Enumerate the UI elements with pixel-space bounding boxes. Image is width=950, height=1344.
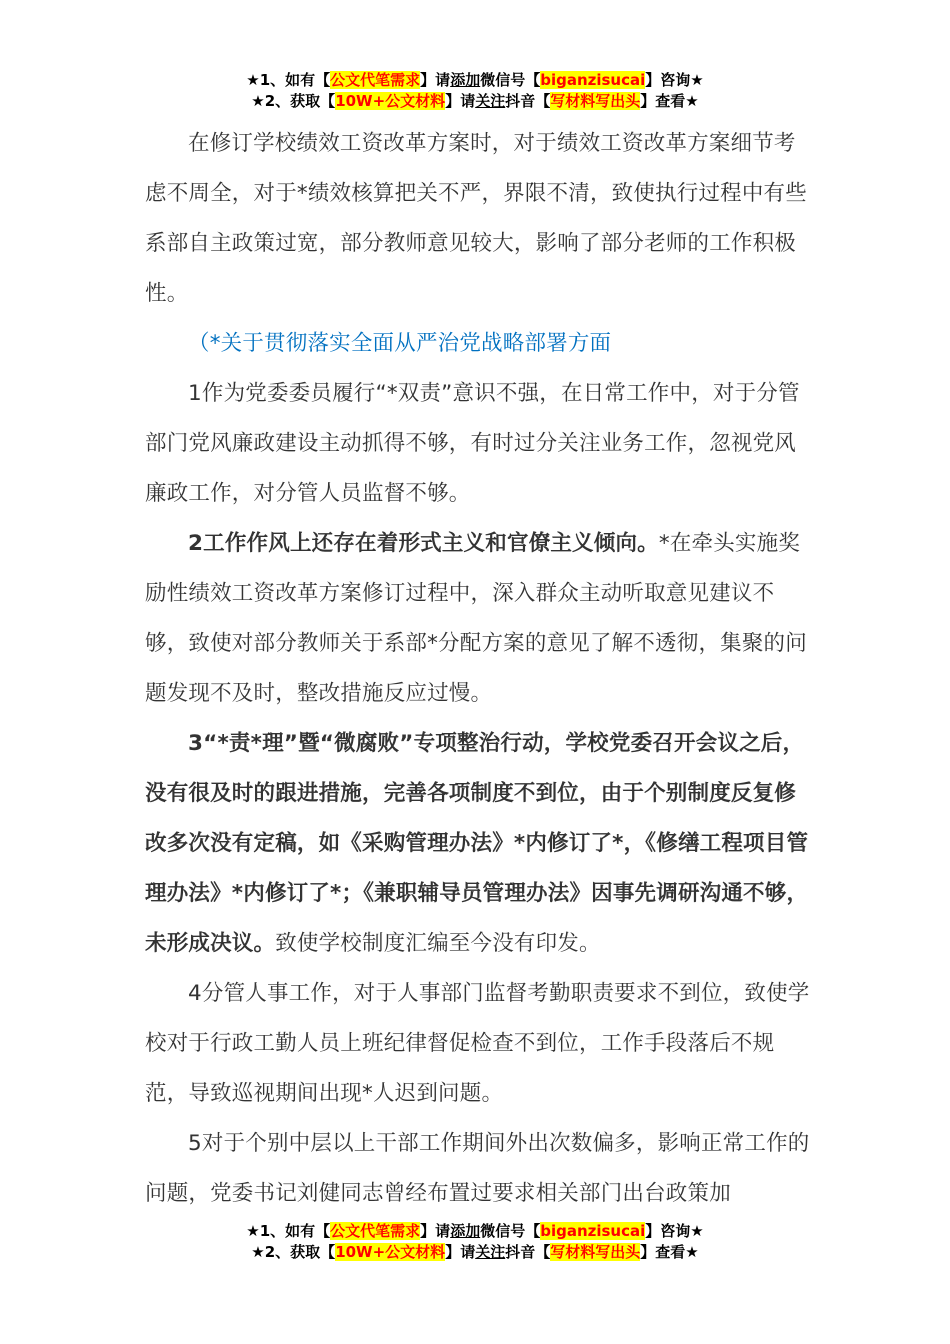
highlight-douyin: 写材料写出头 [550, 1243, 641, 1261]
promo-line-2: ★2、获取【10W+公文材料】请关注抖音【写材料写出头】查看★ [251, 92, 699, 110]
highlight-wechat-id: biganzisucai [540, 1222, 646, 1240]
paragraph-1: 在修订学校绩效工资改革方案时，对于绩效工资改革方案细节考虑不周全，对于*绩效核算把关不严，界限不清，致使执行过程中有些系部自主政策过宽，部分教师意见较大，影响了部分老师的工作积极性。 [145, 131, 807, 306]
paragraph-item-5: 5对于个别中层以上干部工作期间外出次数偏多，影响正常工作的问题，党委书记刘健同志曾经布置过要求相关部门出台政策加 [145, 1131, 810, 1206]
highlight-wechat-id: biganzisucai [540, 71, 646, 89]
paragraph-item-2: 2工作作风上还存在着形式主义和官僚主义倾向。*在牵头实施奖励性绩效工资改革方案修订过程中，深入群众主动听取意见建议不够，致使对部分教师关于系部*分配方案的意见了解不透彻，集聚的问题发现不及时，整改措施反应过慢。 [145, 531, 807, 706]
highlight-materials: 10W+公文材料 [335, 1243, 446, 1261]
footer-promo-banner [0, 1221, 950, 1263]
highlight-service: 公文代笔需求 [330, 1222, 421, 1240]
promo-line-1: ★1、如有【公文代笔需求】请添加微信号【biganzisucai】咨询★ [246, 71, 704, 89]
section-heading: （*关于贯彻落实全面从严治党战略部署方面 [188, 331, 612, 356]
highlight-service: 公文代笔需求 [330, 71, 421, 89]
paragraph-item-1: 1作为党委委员履行“*双责”意识不强，在日常工作中，对于分管部门党风廉政建设主动抓得不够，有时过分关注业务工作，忽视党风廉政工作，对分管人员监督不够。 [145, 381, 800, 506]
paragraph-item-3: 3“*责*理”暨“微腐败”专项整治行动，学校党委召开会议之后，没有很及时的跟进措施，完善各项制度不到位，由于个别制度反复修改多次没有定稿，如《采购管理办法》*内修订了*，《修缮工程项目管理办法》*内修订了*；《兼职辅导员管理办法》因事先调研沟通不够，未形成决议。致使学校制度汇编至今没有印发。 [145, 731, 809, 956]
paragraph-item-4: 4分管人事工作，对于人事部门监督考勤职责要求不到位，致使学校对于行政工勤人员上班纪律督促检查不到位，工作手段落后不规范，导致巡视期间出现*人迟到问题。 [145, 981, 810, 1106]
highlight-materials: 10W+公文材料 [335, 92, 446, 110]
header-promo-banner [0, 70, 950, 112]
promo-line-1: ★1、如有【公文代笔需求】请添加微信号【biganzisucai】咨询★ [246, 1222, 704, 1240]
promo-line-2: ★2、获取【10W+公文材料】请关注抖音【写材料写出头】查看★ [251, 1243, 699, 1261]
item-2-lead: 2工作作风上还存在着形式主义和官僚主义倾向。 [188, 531, 659, 556]
document-body [145, 119, 810, 1219]
highlight-douyin: 写材料写出头 [550, 92, 641, 110]
item-3-lead: 3“*责*理”暨“微腐败”专项整治行动，学校党委召开会议之后，没有很及时的跟进措施，完善各项制度不到位，由于个别制度反复修改多次没有定稿，如《采购管理办法》*内修订了*，《修缮工程项目管理办法》*内修订了*；《兼职辅导员管理办法》因事先调研沟通不够，未形成决议。 [145, 731, 809, 956]
